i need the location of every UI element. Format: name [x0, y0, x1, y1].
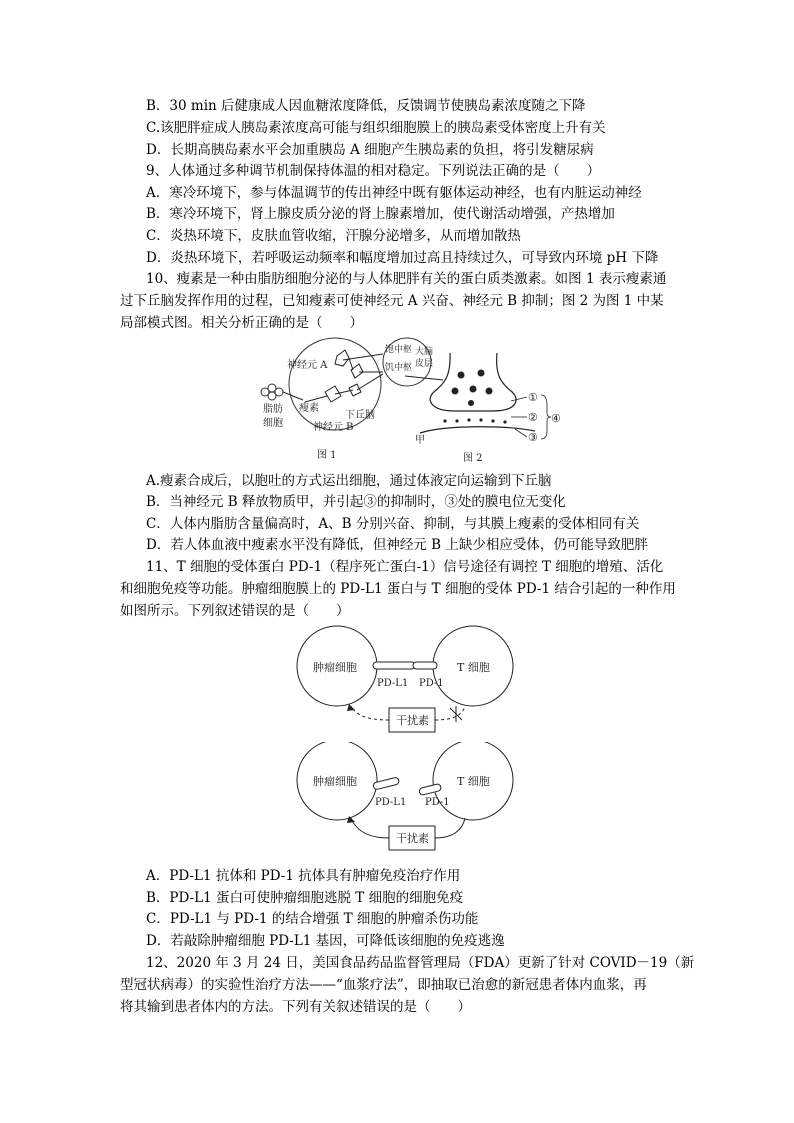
label-jia: 甲 — [415, 435, 425, 446]
path-from-tcell — [435, 818, 465, 838]
t-cell-label: T 细胞 — [457, 661, 490, 674]
q11-option-b: B．PD-L1 蛋白可使肿瘤细胞逃脱 T 细胞的细胞免疫 — [146, 890, 464, 906]
q9-option-d: D．炎热环境下，若呼吸运动频率和幅度增加过高且持续过久，可导致内环境 pH 下降 — [146, 250, 659, 266]
receptor-dots — [443, 418, 506, 423]
q8-option-c: C.该肥胖症成人胰岛素浓度高可能与组织细胞膜上的胰岛素受体密度上升有关 — [146, 120, 606, 136]
q9-option-a: A．寒冷环境下，参与体温调节的传出神经中既有躯体运动神经，也有内脏运动神经 — [146, 185, 642, 201]
pd-l1-label: PD-L1 — [375, 797, 407, 808]
label-satiety: 饱中枢 — [385, 345, 413, 355]
label-cortex-2: 皮层 — [415, 359, 434, 369]
q10-stem-line-3: 局部模式图。相关分析正确的是（ ） — [120, 315, 363, 331]
q8-option-b: B．30 min 后健康成人因血糖浓度降低，反馈调节使胰岛素浓度随之下降 — [146, 98, 586, 114]
interferon-label: 干扰素 — [396, 832, 429, 845]
figure-1-caption: 图 1 — [317, 450, 337, 461]
mark-1: ① — [528, 391, 538, 404]
q11-stem-line-1: 11、T 细胞的受体蛋白 PD-1（程序死亡蛋白-1）信号途径有调控 T 细胞的增殖、活化 — [146, 559, 664, 575]
label-fat-2: 细胞 — [263, 418, 283, 429]
q10-figure-2 — [415, 345, 565, 465]
mark-3: ③ — [528, 431, 538, 444]
label-hypothalamus: 下丘脑 — [345, 410, 375, 421]
label-neuron-b: 神经元 B — [313, 422, 354, 433]
t-cell-label: T 细胞 — [457, 775, 490, 788]
mark-4: ④ — [551, 412, 561, 425]
q10-option-b: B．当神经元 B 释放物质甲，并引起③的抑制时，③处的膜电位无变化 — [146, 494, 566, 510]
figure-2-caption: 图 2 — [463, 453, 483, 464]
q12-stem-line-3: 将其输到患者体内的方法。下列有关叙述错误的是（ ） — [120, 999, 471, 1015]
pd-l1-label: PD-L1 — [377, 678, 409, 689]
arrow-to-tumor — [351, 818, 389, 838]
q8-option-d: D．长期高胰岛素水平会加重胰岛 A 细胞产生胰岛素的负担，将引发糖尿病 — [146, 142, 594, 158]
q10-stem-line-1: 10、瘦素是一种由脂肪细胞分泌的与人体肥胖有关的蛋白质类激素。如图 1 表示瘦素通 — [146, 271, 667, 287]
interferon-label: 干扰素 — [396, 714, 429, 727]
label-leptin: 瘦素 — [299, 403, 319, 414]
pd-l1-rod — [373, 662, 415, 669]
mark-2: ② — [528, 411, 538, 424]
pd-1-label: PD-1 — [425, 797, 450, 808]
q9-option-b: B．寒冷环境下，肾上腺皮质分泌的肾上腺素增加，使代谢活动增强，产热增加 — [146, 206, 615, 222]
postsynaptic-membrane — [420, 427, 535, 433]
q10-option-c: C．人体内脂肪含量偏高时，A、B 分别兴奋、抑制，与其膜上瘦素的受体相同有关 — [146, 516, 640, 532]
q11-figure-binding — [295, 624, 515, 744]
q11-option-a: A．PD-L1 抗体和 PD-1 抗体具有肿瘤免疫治疗作用 — [146, 868, 461, 884]
label-neuron-a: 神经元 A — [287, 360, 328, 371]
q11-stem-line-3: 如图所示。下列叙述错误的是（ ） — [120, 603, 350, 619]
label-hunger: 饥中枢 — [385, 363, 413, 373]
neuron-a-shape — [335, 350, 363, 378]
q11-option-d: D．若敲除肿瘤细胞 PD-L1 基因，可降低该细胞的免疫逃逸 — [146, 933, 505, 949]
q9-stem: 9、人体通过多种调节机制保持体温的相对稳定。下列说法正确的是（ ） — [146, 163, 601, 179]
q10-option-a: A.瘦素合成后，以胞吐的方式运出细胞，通过体液定向运输到下丘脑 — [146, 473, 552, 489]
tumor-cell-label: 肿瘤细胞 — [313, 661, 357, 674]
fat-cell-cluster — [261, 384, 283, 400]
pd-1-label: PD-1 — [419, 678, 444, 689]
tumor-cell-label: 肿瘤细胞 — [313, 775, 357, 788]
q10-option-d: D．若人体血液中瘦素水平没有降低，但神经元 B 上缺少相应受体，仍可能导致肥胖 — [146, 537, 648, 553]
dashed-arrow-to-tumor — [351, 706, 389, 720]
q11-figure-blocked — [295, 742, 515, 860]
bracket — [541, 395, 551, 439]
q12-stem-line-2: 型冠状病毒）的实验性治疗方法——“血浆疗法”，即抽取已治愈的新冠患者体内血浆，再 — [120, 977, 647, 993]
q11-stem-line-2: 和细胞免疫等功能。肿瘤细胞膜上的 PD-L1 蛋白与 T 细胞的受体 PD-1 结合引起的一种作用 — [120, 581, 676, 597]
q12-stem-line-1: 12、2020 年 3 月 24 日，美国食品药品监督管理局（FDA）更新了针对 COVID－19（新 — [146, 955, 695, 971]
label-cortex-1: 大脑 — [415, 347, 434, 357]
q11-option-c: C．PD-L1 与 PD-1 的结合增强 T 细胞的肿瘤杀伤功能 — [146, 911, 479, 927]
label-fat-1: 脂肪 — [263, 404, 283, 415]
pd-1-rod — [413, 662, 437, 669]
q10-stem-line-2: 过下丘脑发挥作用的过程，已知瘦素可使神经元 A 兴奋、神经元 B 抑制；图 2 为图 1 中某 — [120, 293, 664, 309]
q9-option-c: C．炎热环境下，皮肤血管收缩，汗腺分泌增多，从而增加散热 — [146, 228, 521, 244]
neuron-b-shape — [325, 384, 361, 402]
synaptic-vesicles — [452, 370, 493, 407]
